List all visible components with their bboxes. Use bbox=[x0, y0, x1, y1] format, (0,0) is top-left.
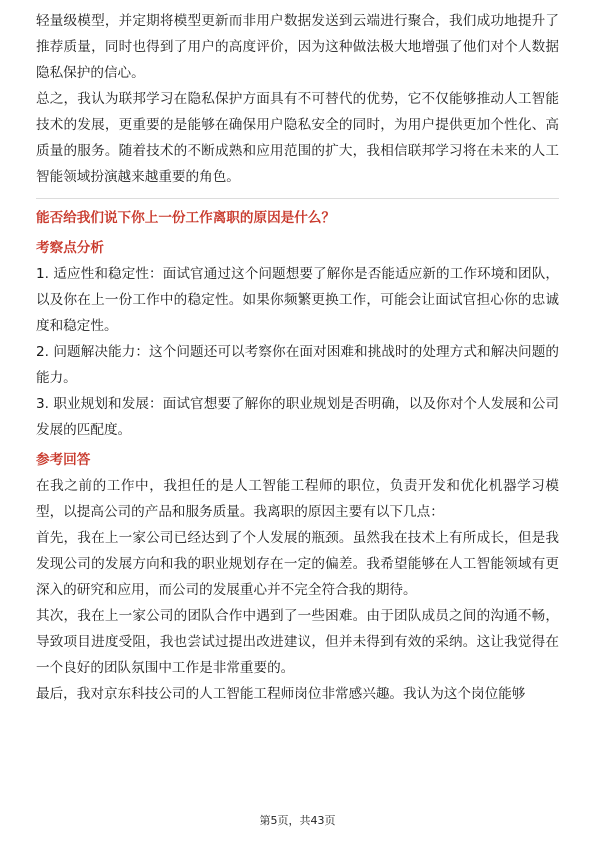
analysis-point: 1. 适应性和稳定性：面试官通过这个问题想要了解你是否能适应新的工作环境和团队，以及你在上一份工作中的稳定性。如果你频繁更换工作，可能会让面试官担心你的忠诚度和稳定性。 bbox=[36, 266, 559, 334]
intro-paragraph: 总之，我认为联邦学习在隐私保护方面具有不可替代的优势，它不仅能够推动人工智能技术的发展，更重要的是能够在确保用户隐私安全的同时，为用户提供更加个性化、高质量的服务。随着技术的不断成熟和应用范围的扩大，我相信联邦学习将在未来的人工智能领域扮演越来越重要的角色。 bbox=[36, 91, 559, 185]
question-title: 能否给我们说下你上一份工作离职的原因是什么？ bbox=[36, 210, 336, 226]
answer-paragraph: 在我之前的工作中，我担任的是人工智能工程师的职位，负责开发和优化机器学习模型，以提高公司的产品和服务质量。我离职的原因主要有以下几点： bbox=[36, 478, 559, 520]
analysis-heading: 考察点分析 bbox=[36, 240, 104, 256]
answer-paragraph: 首先，我在上一家公司已经达到了个人发展的瓶颈。虽然我在技术上有所成长，但是我发现公司的发展方向和我的职业规划存在一定的偏差。我希望能够在人工智能领域有更深入的研究和应用，而公司的发展重心并不完全符合我的期待。 bbox=[36, 530, 559, 598]
answer-paragraph: 其次，我在上一家公司的团队合作中遇到了一些困难。由于团队成员之间的沟通不畅，导致项目进度受阻，我也尝试过提出改进建议，但并未得到有效的采纳。这让我觉得在一个良好的团队氛围中工作是非常重要的。 bbox=[36, 608, 559, 676]
answer-paragraph: 最后，我对京东科技公司的人工智能工程师岗位非常感兴趣。我认为这个岗位能够 bbox=[36, 686, 526, 702]
answer-heading: 参考回答 bbox=[36, 452, 91, 468]
intro-paragraph: 轻量级模型，并定期将模型更新而非用户数据发送到云端进行聚合，我们成功地提升了推荐质量，同时也得到了用户的高度评价，因为这种做法极大地增强了他们对个人数据隐私保护的信心。 bbox=[36, 13, 559, 81]
page-number: 第5页，共43页 bbox=[259, 814, 336, 827]
section-divider bbox=[36, 198, 559, 199]
analysis-point: 2. 问题解决能力：这个问题还可以考察你在面对困难和挑战时的处理方式和解决问题的能力。 bbox=[36, 344, 559, 386]
analysis-point: 3. 职业规划和发展：面试官想要了解你的职业规划是否明确，以及你对个人发展和公司发展的匹配度。 bbox=[36, 396, 559, 438]
